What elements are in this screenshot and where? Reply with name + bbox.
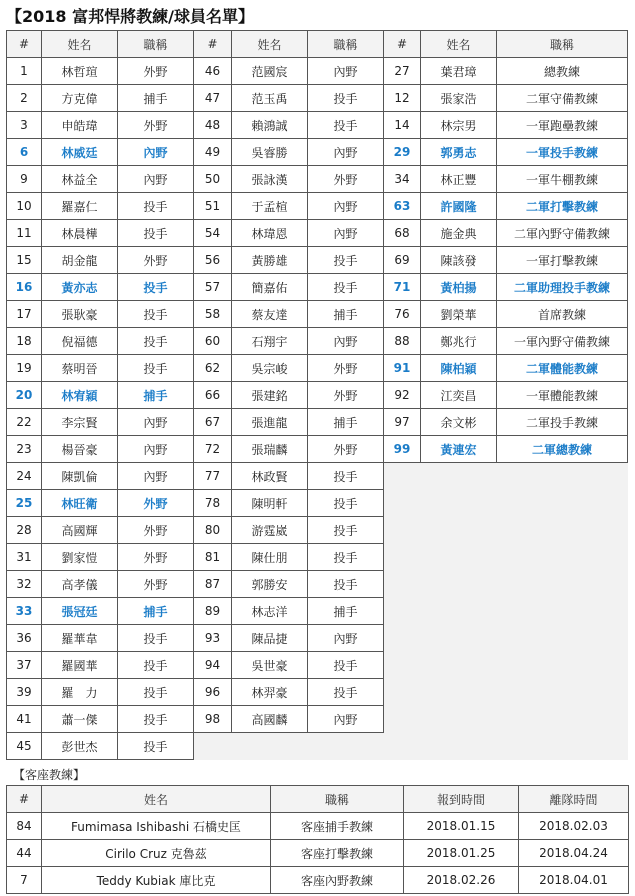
- cell-role: 二軍助理投手教練: [497, 274, 628, 301]
- cell-role: 二軍體能教練: [497, 355, 628, 382]
- header-arrive: 報到時間: [404, 786, 519, 813]
- cell-role: 內野: [308, 625, 384, 652]
- cell-role: 投手: [308, 463, 384, 490]
- cell-role: 外野: [308, 166, 384, 193]
- cell-name: 蔡友達: [232, 301, 308, 328]
- cell-name: 倪福德: [42, 328, 118, 355]
- cell-role: 投手: [308, 679, 384, 706]
- cell-name: 林宗男: [421, 112, 497, 139]
- header-name: 姓名: [42, 31, 118, 58]
- cell-num: 92: [384, 382, 421, 409]
- cell-num: 99: [384, 436, 421, 463]
- cell-arrive: 2018.01.25: [404, 840, 519, 867]
- cell-name: 楊晉豪: [42, 436, 118, 463]
- cell-name: 張詠漢: [232, 166, 308, 193]
- cell-name: 陳凱倫: [42, 463, 118, 490]
- cell-num: 49: [194, 139, 232, 166]
- cell-name: 余文彬: [421, 409, 497, 436]
- cell-role: 內野: [118, 166, 194, 193]
- cell-name: 黃柏揚: [421, 274, 497, 301]
- table-row: [7, 193, 628, 220]
- header-num: #: [7, 31, 42, 58]
- cell-role: 二軍打擊教練: [497, 193, 628, 220]
- header-name: 姓名: [421, 31, 497, 58]
- cell-name: 葉君璋: [421, 58, 497, 85]
- cell-num: 11: [7, 220, 42, 247]
- cell-name: 彭世杰: [42, 733, 118, 760]
- cell-name: 黃連宏: [421, 436, 497, 463]
- cell-role: 內野: [308, 220, 384, 247]
- cell-role: 一軍內野守備教練: [497, 328, 628, 355]
- cell-role: 一軍跑壘教練: [497, 112, 628, 139]
- cell-role: 投手: [118, 274, 194, 301]
- cell-num: 20: [7, 382, 42, 409]
- empty-area: [194, 733, 628, 760]
- cell-num: 93: [194, 625, 232, 652]
- cell-role: 外野: [118, 58, 194, 85]
- cell-name: 李宗賢: [42, 409, 118, 436]
- cell-name: 郭勝安: [232, 571, 308, 598]
- cell-name: 范玉禹: [232, 85, 308, 112]
- cell-role: 二軍守備教練: [497, 85, 628, 112]
- cell-role: 外野: [118, 112, 194, 139]
- cell-name: 陳品捷: [232, 625, 308, 652]
- cell-num: 78: [194, 490, 232, 517]
- cell-role: 一軍投手教練: [497, 139, 628, 166]
- cell-num: 48: [194, 112, 232, 139]
- cell-name: 蕭一傑: [42, 706, 118, 733]
- table-row: [7, 328, 628, 355]
- cell-name: 張冠廷: [42, 598, 118, 625]
- cell-num: 47: [194, 85, 232, 112]
- cell-role: 投手: [118, 652, 194, 679]
- cell-role: 內野: [118, 409, 194, 436]
- cell-arrive: 2018.01.15: [404, 813, 519, 840]
- cell-num: 66: [194, 382, 232, 409]
- cell-role: 投手: [308, 544, 384, 571]
- cell-num: 54: [194, 220, 232, 247]
- cell-num: 6: [7, 139, 42, 166]
- table-row: [7, 867, 629, 894]
- cell-name: 高孝儀: [42, 571, 118, 598]
- cell-name: 黃亦志: [42, 274, 118, 301]
- cell-num: 22: [7, 409, 42, 436]
- cell-num: 96: [194, 679, 232, 706]
- cell-num: 72: [194, 436, 232, 463]
- cell-role: 投手: [308, 274, 384, 301]
- table-row: [7, 220, 628, 247]
- cell-name: Cirilo Cruz 克魯茲: [42, 840, 271, 867]
- cell-role: 投手: [308, 517, 384, 544]
- table-row: [7, 733, 628, 760]
- cell-name: 林哲瑄: [42, 58, 118, 85]
- cell-role: 二軍總教練: [497, 436, 628, 463]
- cell-num: 25: [7, 490, 42, 517]
- cell-name: 羅嘉仁: [42, 193, 118, 220]
- cell-role: 內野: [118, 463, 194, 490]
- visiting-header-row: [7, 786, 629, 813]
- cell-name: 石翔宇: [232, 328, 308, 355]
- cell-num: 15: [7, 247, 42, 274]
- cell-name: 林志洋: [232, 598, 308, 625]
- cell-name: Fumimasa Ishibashi 石橋史匡: [42, 813, 271, 840]
- visiting-coaches-table: [6, 785, 629, 894]
- cell-name: 林益全: [42, 166, 118, 193]
- table-row: [7, 436, 628, 463]
- cell-num: 63: [384, 193, 421, 220]
- cell-num: 29: [384, 139, 421, 166]
- cell-role: 外野: [308, 436, 384, 463]
- roster-header-row: [7, 31, 628, 58]
- cell-role: 外野: [118, 571, 194, 598]
- cell-name: 施金典: [421, 220, 497, 247]
- visiting-body: [7, 813, 629, 894]
- cell-name: 賴鴻誠: [232, 112, 308, 139]
- cell-role: 捕手: [308, 301, 384, 328]
- header-role: 職稱: [308, 31, 384, 58]
- cell-name: 張耿豪: [42, 301, 118, 328]
- cell-role: 投手: [118, 193, 194, 220]
- cell-num: 16: [7, 274, 42, 301]
- cell-num: 10: [7, 193, 42, 220]
- cell-role: 投手: [118, 733, 194, 760]
- table-row: [7, 382, 628, 409]
- cell-name: 陳明軒: [232, 490, 308, 517]
- cell-role: 內野: [118, 139, 194, 166]
- cell-num: 45: [7, 733, 42, 760]
- cell-name: 于孟楦: [232, 193, 308, 220]
- header-leave: 離隊時間: [519, 786, 629, 813]
- cell-role: 投手: [118, 706, 194, 733]
- cell-name: 羅 力: [42, 679, 118, 706]
- cell-num: 67: [194, 409, 232, 436]
- cell-role: 總教練: [497, 58, 628, 85]
- table-row: [7, 85, 628, 112]
- cell-name: 方克偉: [42, 85, 118, 112]
- cell-role: 投手: [118, 355, 194, 382]
- cell-num: 87: [194, 571, 232, 598]
- cell-num: 84: [7, 813, 42, 840]
- cell-role: 投手: [308, 85, 384, 112]
- cell-num: 80: [194, 517, 232, 544]
- empty-area: [384, 463, 628, 760]
- cell-name: 陳仕朋: [232, 544, 308, 571]
- cell-name: 游霆崴: [232, 517, 308, 544]
- cell-role: 首席教練: [497, 301, 628, 328]
- header-num: #: [7, 786, 42, 813]
- header-role: 職稱: [497, 31, 628, 58]
- cell-name: 劉榮華: [421, 301, 497, 328]
- cell-role: 投手: [118, 220, 194, 247]
- cell-num: 76: [384, 301, 421, 328]
- cell-role: 客座捕手教練: [271, 813, 404, 840]
- cell-name: 吳睿勝: [232, 139, 308, 166]
- cell-role: 捕手: [118, 85, 194, 112]
- cell-role: 外野: [308, 355, 384, 382]
- cell-num: 2: [7, 85, 42, 112]
- cell-role: 外野: [308, 382, 384, 409]
- table-row: [7, 355, 628, 382]
- visiting-coaches-title: 【客座教練】: [13, 768, 86, 782]
- cell-num: 51: [194, 193, 232, 220]
- cell-name: 鄭兆行: [421, 328, 497, 355]
- cell-role: 二軍投手教練: [497, 409, 628, 436]
- cell-num: 88: [384, 328, 421, 355]
- cell-role: 客座打擊教練: [271, 840, 404, 867]
- cell-name: 林旺衛: [42, 490, 118, 517]
- cell-role: 捕手: [308, 598, 384, 625]
- table-row: [7, 112, 628, 139]
- cell-num: 39: [7, 679, 42, 706]
- cell-name: 羅華韋: [42, 625, 118, 652]
- cell-name: 吳世豪: [232, 652, 308, 679]
- cell-name: 陳該發: [421, 247, 497, 274]
- cell-num: 91: [384, 355, 421, 382]
- cell-name: Teddy Kubiak 庫比克: [42, 867, 271, 894]
- cell-num: 71: [384, 274, 421, 301]
- cell-num: 68: [384, 220, 421, 247]
- cell-num: 57: [194, 274, 232, 301]
- cell-num: 31: [7, 544, 42, 571]
- cell-num: 46: [194, 58, 232, 85]
- cell-role: 投手: [118, 679, 194, 706]
- cell-num: 27: [384, 58, 421, 85]
- cell-num: 60: [194, 328, 232, 355]
- cell-role: 捕手: [118, 598, 194, 625]
- table-row: [7, 301, 628, 328]
- cell-num: 12: [384, 85, 421, 112]
- cell-role: 投手: [308, 247, 384, 274]
- cell-name: 張瑞麟: [232, 436, 308, 463]
- cell-name: 許國隆: [421, 193, 497, 220]
- cell-leave: 2018.04.01: [519, 867, 629, 894]
- cell-num: 9: [7, 166, 42, 193]
- cell-name: 高國輝: [42, 517, 118, 544]
- cell-num: 77: [194, 463, 232, 490]
- table-row: [7, 840, 629, 867]
- header-num: #: [384, 31, 421, 58]
- cell-role: 一軍體能教練: [497, 382, 628, 409]
- cell-role: 外野: [118, 544, 194, 571]
- cell-num: 56: [194, 247, 232, 274]
- table-row: [7, 139, 628, 166]
- cell-num: 3: [7, 112, 42, 139]
- cell-name: 胡金龍: [42, 247, 118, 274]
- cell-leave: 2018.04.24: [519, 840, 629, 867]
- cell-num: 33: [7, 598, 42, 625]
- table-row: [7, 813, 629, 840]
- cell-name: 范國宸: [232, 58, 308, 85]
- cell-num: 89: [194, 598, 232, 625]
- cell-role: 外野: [118, 490, 194, 517]
- cell-num: 23: [7, 436, 42, 463]
- header-num: #: [194, 31, 232, 58]
- cell-role: 投手: [118, 625, 194, 652]
- cell-role: 外野: [118, 517, 194, 544]
- cell-num: 36: [7, 625, 42, 652]
- roster-table: [6, 30, 628, 760]
- cell-name: 郭勇志: [421, 139, 497, 166]
- cell-num: 28: [7, 517, 42, 544]
- header-name: 姓名: [42, 786, 271, 813]
- table-row: [7, 274, 628, 301]
- cell-name: 羅國華: [42, 652, 118, 679]
- cell-role: 內野: [308, 328, 384, 355]
- cell-role: 捕手: [308, 409, 384, 436]
- cell-num: 62: [194, 355, 232, 382]
- cell-name: 黃勝雄: [232, 247, 308, 274]
- cell-num: 17: [7, 301, 42, 328]
- cell-num: 24: [7, 463, 42, 490]
- cell-num: 69: [384, 247, 421, 274]
- cell-num: 41: [7, 706, 42, 733]
- cell-name: 林威廷: [42, 139, 118, 166]
- cell-role: 內野: [308, 193, 384, 220]
- cell-name: 林羿豪: [232, 679, 308, 706]
- table-row: [7, 463, 628, 490]
- cell-name: 江奕昌: [421, 382, 497, 409]
- cell-num: 50: [194, 166, 232, 193]
- cell-num: 14: [384, 112, 421, 139]
- header-role: 職稱: [271, 786, 404, 813]
- cell-role: 投手: [308, 571, 384, 598]
- header-name: 姓名: [232, 31, 308, 58]
- cell-name: 蔡明晉: [42, 355, 118, 382]
- cell-num: 1: [7, 58, 42, 85]
- cell-role: 內野: [308, 139, 384, 166]
- cell-num: 94: [194, 652, 232, 679]
- table-row: [7, 409, 628, 436]
- cell-role: 內野: [308, 706, 384, 733]
- cell-name: 林晨樺: [42, 220, 118, 247]
- cell-role: 投手: [118, 301, 194, 328]
- cell-num: 98: [194, 706, 232, 733]
- cell-name: 高國麟: [232, 706, 308, 733]
- cell-name: 簡嘉佑: [232, 274, 308, 301]
- cell-name: 陳柏穎: [421, 355, 497, 382]
- cell-name: 申皓瑋: [42, 112, 118, 139]
- cell-num: 81: [194, 544, 232, 571]
- cell-num: 44: [7, 840, 42, 867]
- cell-arrive: 2018.02.26: [404, 867, 519, 894]
- cell-role: 投手: [118, 328, 194, 355]
- cell-num: 7: [7, 867, 42, 894]
- cell-name: 林宥穎: [42, 382, 118, 409]
- cell-role: 投手: [308, 652, 384, 679]
- cell-num: 18: [7, 328, 42, 355]
- cell-role: 二軍內野守備教練: [497, 220, 628, 247]
- cell-num: 58: [194, 301, 232, 328]
- table-row: [7, 166, 628, 193]
- cell-role: 內野: [118, 436, 194, 463]
- cell-name: 張進龍: [232, 409, 308, 436]
- cell-num: 34: [384, 166, 421, 193]
- cell-role: 內野: [308, 58, 384, 85]
- cell-name: 吳宗峻: [232, 355, 308, 382]
- table-row: [7, 58, 628, 85]
- cell-name: 林政賢: [232, 463, 308, 490]
- cell-num: 97: [384, 409, 421, 436]
- cell-role: 一軍牛棚教練: [497, 166, 628, 193]
- cell-role: 投手: [308, 490, 384, 517]
- cell-role: 捕手: [118, 382, 194, 409]
- cell-name: 林正豐: [421, 166, 497, 193]
- cell-role: 客座內野教練: [271, 867, 404, 894]
- roster-body: [7, 58, 628, 760]
- cell-name: 林瑋恩: [232, 220, 308, 247]
- cell-num: 19: [7, 355, 42, 382]
- cell-role: 投手: [308, 112, 384, 139]
- header-role: 職稱: [118, 31, 194, 58]
- page-title: 【2018 富邦悍將教練/球員名單】: [6, 7, 254, 26]
- table-row: [7, 247, 628, 274]
- cell-name: 張家浩: [421, 85, 497, 112]
- cell-name: 劉家愷: [42, 544, 118, 571]
- cell-name: 張建銘: [232, 382, 308, 409]
- cell-leave: 2018.02.03: [519, 813, 629, 840]
- cell-role: 外野: [118, 247, 194, 274]
- cell-num: 37: [7, 652, 42, 679]
- cell-role: 一軍打擊教練: [497, 247, 628, 274]
- cell-num: 32: [7, 571, 42, 598]
